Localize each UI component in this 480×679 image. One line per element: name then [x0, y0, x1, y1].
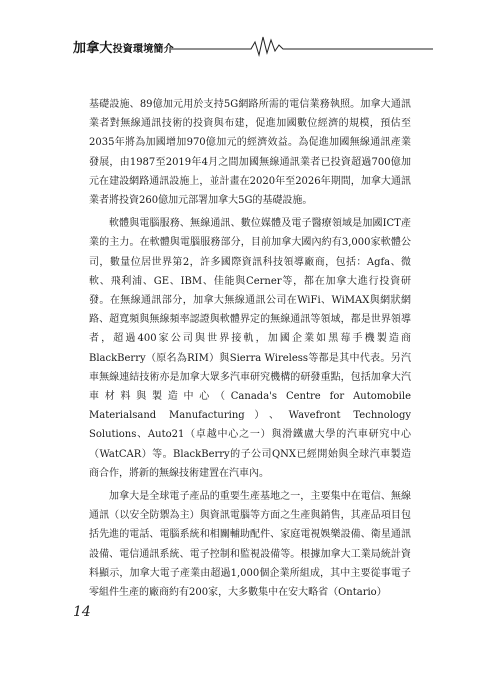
header-title-sub: 投資環境簡介 [112, 44, 174, 55]
body-text [89, 95, 411, 606]
paragraph: 加拿大是全球電子產品的重要生產基地之一，主要集中在電信、無線通訊（以安全防禦為主）與資訊電腦等方面之生產與銷售，其產品項目包括先進的電話、電腦系統和相關輔助配件、家庭電視娛樂設備、衛星通訊設備、電信通訊系統、電子控制和監視設備等。根據加拿大工業局統計資料顯示，加拿大電子產業由超過1,000個企業所組成，其中主要從事電子零組件生產的廠商約有200家，大多數集中在安大略省（Ontario） [89, 491, 411, 599]
heartbeat-line-decoration [171, 33, 433, 57]
page-number: 14 [73, 604, 91, 620]
header-title-main: 加拿大 [73, 41, 113, 56]
paragraph: 基礎設施、89億加元用於支持5G網路所需的電信業務執照。加拿大通訊業者對無線通訊技術的投資與布建，促進加國數位經濟的規模，預估至2035年將為加國增加970億加元的經濟效益。為促進加國無線通訊產業發展，由1987至2019年4月之間加國無線通訊業者已投資超過700億加元在建設網路通訊設施上，並計畫在2020年至2026年期間，加拿大通訊業者將投資260億加元部署加拿大5G的基礎設施。 [89, 99, 411, 207]
paragraph: 軟體與電腦服務、無線通訊、數位媒體及電子醫療領域是加國ICT產業的主力。在軟體與電腦服務部分，目前加拿大國內約有3,000家軟體公司，數量位居世界第2，許多國際資訊科技領導廠商，包括：Agfa、微軟、飛利浦、GE、IBM、佳能與Cerner等，都在加拿大進行投資研發。在無線通訊部分，加拿大無線通訊公司在WiFi、WiMAX與網狀網路、超寬頻與無線頻率認證與軟體界定的無線通訊等領域，都是世界領導者，超過400家公司與世界接軌，加國企業如黑莓手機製造商BlackBerry（原名為RIM）與Sierra Wireless等都是其中代表。另汽車無線連結技術亦是加拿大眾多汽車研究機構的研發重點，包括加拿大汽車材料與製造中心（Canada's Centre for Automobile Materialsand Manufacturing）、Wavefront Technology Solutions、Auto21（卓越中心之一）與滑鐵盧大學的汽車研究中心（WatCAR）等。BlackBerry的子公司QNX已經開始與全球汽車製造商合作，將新的無線技術建置在汽車內。 [89, 218, 411, 479]
running-header [73, 33, 433, 57]
header-title [73, 37, 174, 56]
